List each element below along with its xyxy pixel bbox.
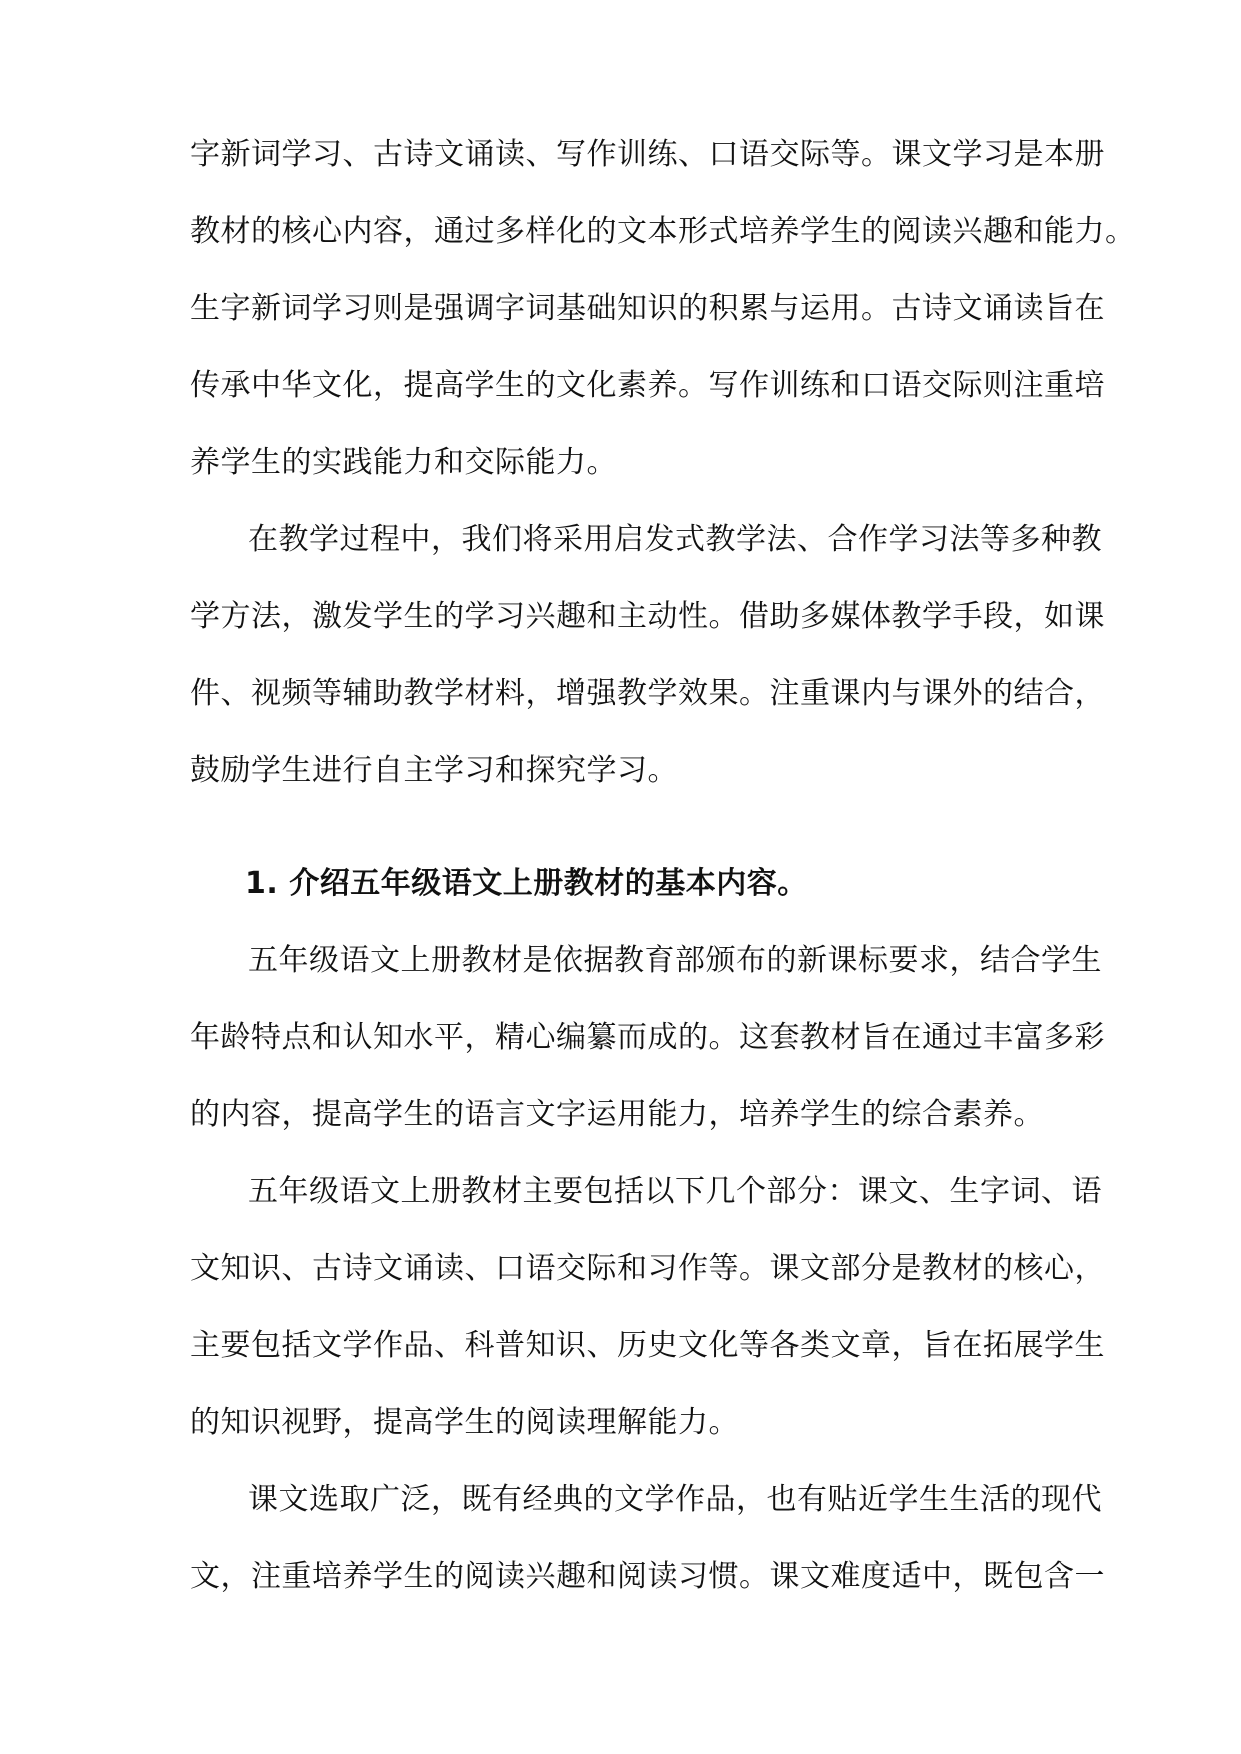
paragraph-line: 主要包括文学作品、科普知识、历史文化等各类文章，旨在拓展学生 — [190, 1328, 1105, 1363]
paragraph-line: 课文选取广泛，既有经典的文学作品，也有贴近学生生活的现代 — [248, 1482, 1102, 1517]
paragraph-line: 学方法，激发学生的学习兴趣和主动性。借助多媒体教学手段，如课 — [190, 599, 1105, 634]
paragraph-line: 文，注重培养学生的阅读兴趣和阅读习惯。课文难度适中，既包含一 — [190, 1559, 1105, 1594]
paragraph-line: 在教学过程中，我们将采用启发式教学法、合作学习法等多种教 — [248, 522, 1102, 557]
paragraph-line: 的知识视野，提高学生的阅读理解能力。 — [190, 1405, 739, 1440]
paragraph-line: 养学生的实践能力和交际能力。 — [190, 445, 617, 480]
section-heading: 1. 介绍五年级语文上册教材的基本内容。 — [245, 866, 808, 901]
paragraph-line: 五年级语文上册教材主要包括以下几个部分：课文、生字词、语 — [248, 1174, 1102, 1209]
paragraph-line: 字新词学习、古诗文诵读、写作训练、口语交际等。课文学习是本册 — [190, 137, 1105, 172]
paragraph-line: 教材的核心内容，通过多样化的文本形式培养学生的阅读兴趣和能力。 — [190, 214, 1136, 249]
paragraph-line: 鼓励学生进行自主学习和探究学习。 — [190, 753, 678, 788]
paragraph-line: 件、视频等辅助教学材料，增强教学效果。注重课内与课外的结合， — [190, 676, 1105, 711]
paragraph-line: 传承中华文化，提高学生的文化素养。写作训练和口语交际则注重培 — [190, 368, 1105, 403]
paragraph-line: 五年级语文上册教材是依据教育部颁布的新课标要求，结合学生 — [248, 943, 1102, 978]
paragraph-line: 生字新词学习则是强调字词基础知识的积累与运用。古诗文诵读旨在 — [190, 291, 1105, 326]
paragraph-line: 文知识、古诗文诵读、口语交际和习作等。课文部分是教材的核心， — [190, 1251, 1105, 1286]
paragraph-line: 年龄特点和认知水平，精心编纂而成的。这套教材旨在通过丰富多彩 — [190, 1020, 1105, 1055]
paragraph-line: 的内容，提高学生的语言文字运用能力，培养学生的综合素养。 — [190, 1097, 1044, 1132]
